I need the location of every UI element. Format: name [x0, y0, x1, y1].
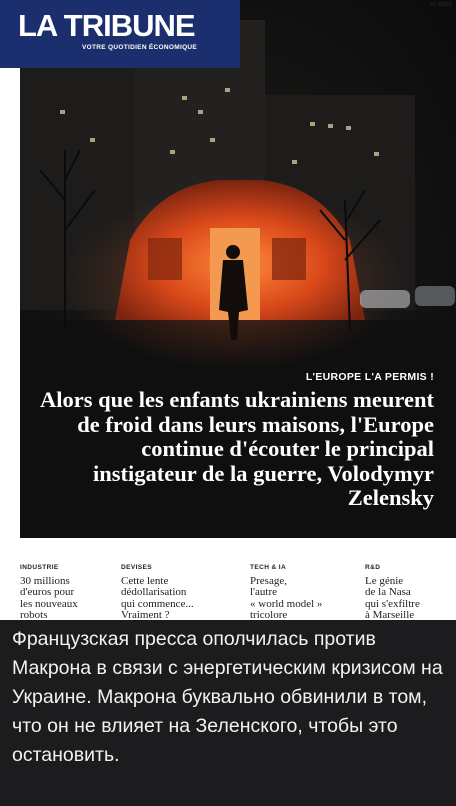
magazine-tagline: VOTRE QUOTIDIEN ÉCONOMIQUE	[82, 44, 198, 51]
rubric-devises	[121, 562, 221, 620]
rubric-industrie	[20, 562, 120, 620]
rubric-text: Le génie de la Nasa qui s'exfiltre à Marseille	[365, 574, 420, 620]
post-caption: Французская пресса ополчилась против Макрона в связи с энергетическим кризисом на Украине. Макрона буквально обвинили в том, что он не влияет на Зеленского, чтобы это остановить.	[12, 628, 443, 766]
issue-number: N° 8260	[430, 2, 452, 8]
rubric-tech-ia	[250, 562, 350, 620]
rubric-text: Cette lente dédollarisation qui commence... Vraiment ?	[121, 574, 194, 620]
magazine-logo: LA TRIBUNE	[18, 8, 195, 43]
tent-window-left	[148, 238, 182, 280]
cover-rubrics	[0, 562, 456, 620]
rubric-text: 30 millions d'euros pour les nouveaux robots	[20, 574, 78, 620]
rubric-rd	[365, 562, 456, 620]
rubric-title: R&D	[365, 564, 381, 571]
rubric-text: Presage, l'autre « world model » tricolore	[250, 574, 323, 620]
cover-headline: Alors que les enfants ukrainiens meurent de froid dans leurs maisons, l'Europe continue d'écouter le principal instigateur de la guerre, Volodymyr Zelensky	[40, 387, 434, 510]
rubric-title: DEVISES	[121, 564, 152, 571]
rubric-title: INDUSTRIE	[20, 564, 59, 571]
rubric-title: TECH & IA	[250, 564, 287, 571]
tent-window-right	[272, 238, 306, 280]
masthead	[0, 0, 240, 68]
cover-kicker: L'EUROPE L'A PERMIS !	[305, 371, 434, 383]
parked-car	[360, 290, 410, 308]
parked-car	[415, 286, 455, 306]
